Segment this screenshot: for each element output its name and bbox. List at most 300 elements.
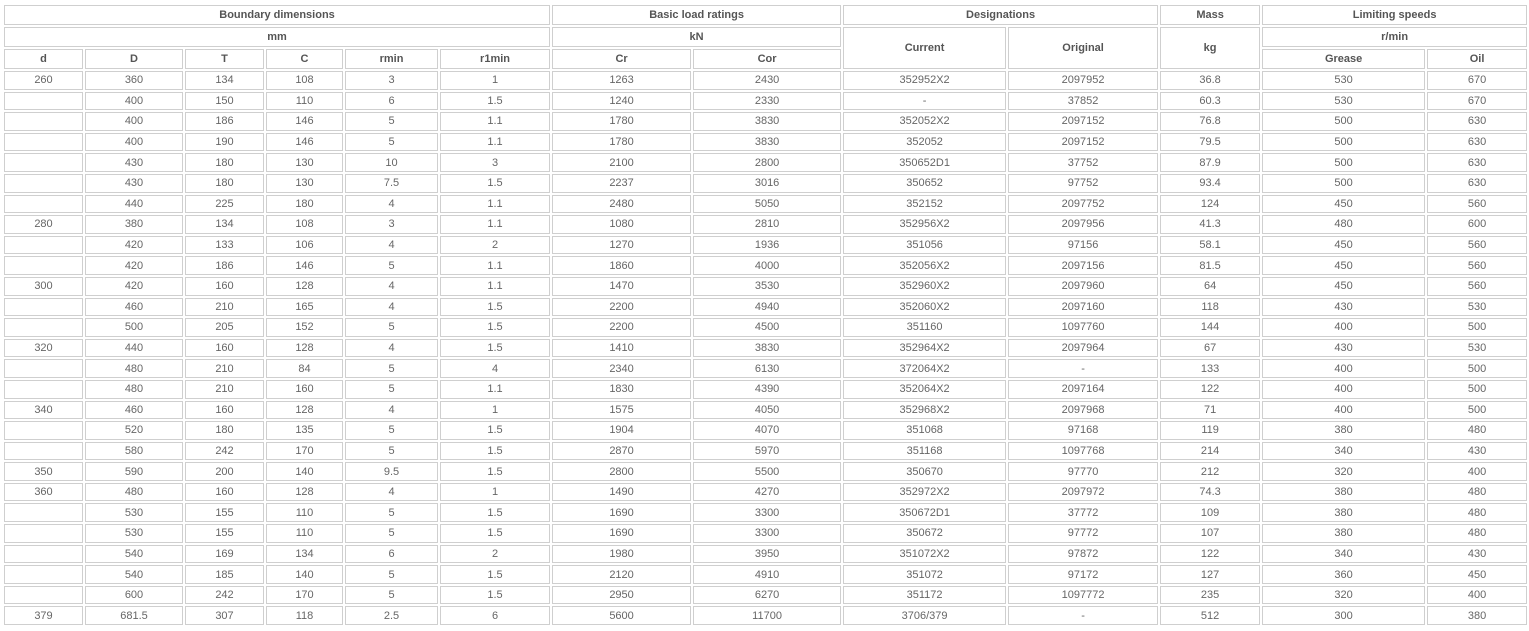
cell-rmin: 5 <box>345 586 438 605</box>
cell-original: 2097152 <box>1008 133 1158 152</box>
cell-original: 2097160 <box>1008 298 1158 317</box>
cell-mass: 107 <box>1160 524 1260 543</box>
cell-oil: 630 <box>1427 153 1527 172</box>
cell-mass: 87.9 <box>1160 153 1260 172</box>
cell-cor: 4000 <box>693 256 841 275</box>
cell-cor: 3530 <box>693 277 841 296</box>
group-header-row <box>4 5 1527 25</box>
cell-mass: 144 <box>1160 318 1260 337</box>
cell-current: 351168 <box>843 442 1006 461</box>
cell-C: 130 <box>266 153 343 172</box>
cell-cor: 4070 <box>693 421 841 440</box>
cell-oil: 380 <box>1427 606 1527 625</box>
cell-grease: 500 <box>1262 153 1425 172</box>
cell-r1min: 1.5 <box>440 92 550 111</box>
cell-mass: 81.5 <box>1160 256 1260 275</box>
cell-grease: 340 <box>1262 545 1425 564</box>
cell-mass: 127 <box>1160 565 1260 584</box>
cell-current: 351172 <box>843 586 1006 605</box>
cell-original: - <box>1008 359 1158 378</box>
cell-D: 400 <box>85 112 183 131</box>
cell-D: 460 <box>85 298 183 317</box>
cell-cr: 2100 <box>552 153 691 172</box>
cell-cor: 3300 <box>693 503 841 522</box>
cell-rmin: 6 <box>345 545 438 564</box>
cell-r1min: 1.5 <box>440 298 550 317</box>
cell-current: 351068 <box>843 421 1006 440</box>
cell-original: 2097968 <box>1008 401 1158 420</box>
cell-C: 165 <box>266 298 343 317</box>
cell-oil: 480 <box>1427 524 1527 543</box>
cell-rmin: 5 <box>345 112 438 131</box>
cell-D: 440 <box>85 339 183 358</box>
table-row <box>4 298 1527 317</box>
cell-oil: 560 <box>1427 277 1527 296</box>
cell-original: 1097760 <box>1008 318 1158 337</box>
cell-current: 352052 <box>843 133 1006 152</box>
cell-current: 351072 <box>843 565 1006 584</box>
cell-D: 590 <box>85 462 183 481</box>
cell-oil: 670 <box>1427 92 1527 111</box>
cell-cor: 4910 <box>693 565 841 584</box>
cell-mass: 119 <box>1160 421 1260 440</box>
cell-rmin: 4 <box>345 236 438 255</box>
cell-rmin: 4 <box>345 483 438 502</box>
cell-T: 190 <box>185 133 264 152</box>
cell-original: 37772 <box>1008 503 1158 522</box>
cell-C: 110 <box>266 503 343 522</box>
cell-d <box>4 442 83 461</box>
cell-cor: 6130 <box>693 359 841 378</box>
cell-T: 180 <box>185 174 264 193</box>
cell-rmin: 5 <box>345 380 438 399</box>
cell-T: 225 <box>185 195 264 214</box>
cell-current: 350672 <box>843 524 1006 543</box>
cell-grease: 400 <box>1262 359 1425 378</box>
cell-T: 200 <box>185 462 264 481</box>
cell-oil: 630 <box>1427 174 1527 193</box>
cell-original: 2097964 <box>1008 339 1158 358</box>
cell-grease: 450 <box>1262 256 1425 275</box>
limiting-speeds-header: Limiting speeds <box>1262 5 1527 25</box>
cell-mass: 122 <box>1160 380 1260 399</box>
cell-r1min: 1 <box>440 71 550 90</box>
cell-original: 2097956 <box>1008 215 1158 234</box>
cell-cr: 1690 <box>552 503 691 522</box>
cell-C: 170 <box>266 586 343 605</box>
cell-d <box>4 298 83 317</box>
cell-oil: 500 <box>1427 318 1527 337</box>
cell-r1min: 1.5 <box>440 503 550 522</box>
cell-cr: 1263 <box>552 71 691 90</box>
cell-C: 128 <box>266 483 343 502</box>
cell-T: 307 <box>185 606 264 625</box>
cell-r1min: 1.1 <box>440 195 550 214</box>
cell-d <box>4 133 83 152</box>
cell-rmin: 6 <box>345 92 438 111</box>
cell-grease: 340 <box>1262 442 1425 461</box>
units-header-row <box>4 27 1527 47</box>
cell-d: 350 <box>4 462 83 481</box>
cell-grease: 380 <box>1262 524 1425 543</box>
speed-unit-header: r/min <box>1262 27 1527 47</box>
cell-C: 140 <box>266 462 343 481</box>
table-row <box>4 606 1527 625</box>
cell-d <box>4 236 83 255</box>
cell-cr: 1410 <box>552 339 691 358</box>
cell-C: 130 <box>266 174 343 193</box>
cell-current: 352952X2 <box>843 71 1006 90</box>
cell-grease: 320 <box>1262 586 1425 605</box>
cell-cor: 2810 <box>693 215 841 234</box>
cell-cr: 1780 <box>552 133 691 152</box>
cell-grease: 380 <box>1262 503 1425 522</box>
cell-C: 134 <box>266 545 343 564</box>
cell-D: 500 <box>85 318 183 337</box>
table-body <box>4 71 1527 625</box>
cell-D: 480 <box>85 483 183 502</box>
current-designation-header: Current <box>843 27 1006 69</box>
cell-d <box>4 565 83 584</box>
cell-mass: 512 <box>1160 606 1260 625</box>
cell-cr: 2200 <box>552 318 691 337</box>
table-row <box>4 545 1527 564</box>
cell-grease: 450 <box>1262 277 1425 296</box>
cell-r1min: 2 <box>440 545 550 564</box>
cell-cr: 2480 <box>552 195 691 214</box>
cell-cr: 2340 <box>552 359 691 378</box>
cell-D: 420 <box>85 277 183 296</box>
cell-cr: 1860 <box>552 256 691 275</box>
cell-C: 118 <box>266 606 343 625</box>
cell-rmin: 5 <box>345 256 438 275</box>
cell-mass: 109 <box>1160 503 1260 522</box>
cell-cr: 1904 <box>552 421 691 440</box>
cell-C: 152 <box>266 318 343 337</box>
cell-C: 110 <box>266 92 343 111</box>
cell-cor: 5970 <box>693 442 841 461</box>
cell-rmin: 4 <box>345 298 438 317</box>
cell-current: 352968X2 <box>843 401 1006 420</box>
cell-oil: 400 <box>1427 462 1527 481</box>
cell-grease: 400 <box>1262 318 1425 337</box>
cell-C: 128 <box>266 401 343 420</box>
cell-D: 540 <box>85 545 183 564</box>
cell-original: 37852 <box>1008 92 1158 111</box>
cell-D: 530 <box>85 503 183 522</box>
cell-cor: 4270 <box>693 483 841 502</box>
cell-cr: 1490 <box>552 483 691 502</box>
cell-d <box>4 92 83 111</box>
cell-D: 580 <box>85 442 183 461</box>
cell-cor: 4390 <box>693 380 841 399</box>
cell-T: 160 <box>185 483 264 502</box>
cell-D: 420 <box>85 256 183 275</box>
cell-D: 480 <box>85 359 183 378</box>
cell-grease: 360 <box>1262 565 1425 584</box>
cell-T: 205 <box>185 318 264 337</box>
cell-cor: 1936 <box>693 236 841 255</box>
cell-grease: 500 <box>1262 112 1425 131</box>
cell-C: 108 <box>266 71 343 90</box>
cell-T: 134 <box>185 215 264 234</box>
table-row <box>4 92 1527 111</box>
cell-d <box>4 153 83 172</box>
cell-oil: 530 <box>1427 339 1527 358</box>
cell-C: 108 <box>266 215 343 234</box>
cell-mass: 60.3 <box>1160 92 1260 111</box>
cell-C: 84 <box>266 359 343 378</box>
cell-original: 97770 <box>1008 462 1158 481</box>
cell-T: 186 <box>185 256 264 275</box>
cell-oil: 500 <box>1427 359 1527 378</box>
cell-d <box>4 195 83 214</box>
cell-r1min: 1.5 <box>440 174 550 193</box>
cell-r1min: 1.5 <box>440 565 550 584</box>
cell-grease: 320 <box>1262 462 1425 481</box>
cell-grease: 430 <box>1262 339 1425 358</box>
cell-cor: 4050 <box>693 401 841 420</box>
table-row <box>4 503 1527 522</box>
cell-original: 2097152 <box>1008 112 1158 131</box>
cell-d: 379 <box>4 606 83 625</box>
table-row <box>4 401 1527 420</box>
cell-original: 2097960 <box>1008 277 1158 296</box>
table-row <box>4 380 1527 399</box>
boundary-dimensions-header: Boundary dimensions <box>4 5 550 25</box>
col-header-d: d <box>4 49 83 69</box>
cell-r1min: 1.1 <box>440 256 550 275</box>
cell-current: 352972X2 <box>843 483 1006 502</box>
cell-mass: 41.3 <box>1160 215 1260 234</box>
cell-T: 180 <box>185 153 264 172</box>
cell-oil: 480 <box>1427 421 1527 440</box>
cell-C: 170 <box>266 442 343 461</box>
cell-mass: 76.8 <box>1160 112 1260 131</box>
cell-oil: 560 <box>1427 236 1527 255</box>
bearing-spec-table <box>2 3 1529 627</box>
col-header-C: C <box>266 49 343 69</box>
cell-T: 155 <box>185 524 264 543</box>
cell-oil: 400 <box>1427 586 1527 605</box>
cell-mass: 67 <box>1160 339 1260 358</box>
cell-r1min: 1.1 <box>440 380 550 399</box>
cell-oil: 530 <box>1427 298 1527 317</box>
table-row <box>4 71 1527 90</box>
cell-D: 480 <box>85 380 183 399</box>
cell-T: 210 <box>185 298 264 317</box>
cell-mass: 74.3 <box>1160 483 1260 502</box>
cell-original: 2097156 <box>1008 256 1158 275</box>
basic-load-ratings-header: Basic load ratings <box>552 5 841 25</box>
cell-cor: 6270 <box>693 586 841 605</box>
cell-d <box>4 318 83 337</box>
cell-cor: 3950 <box>693 545 841 564</box>
cell-current: 3706/379 <box>843 606 1006 625</box>
cell-D: 380 <box>85 215 183 234</box>
cell-original: 97156 <box>1008 236 1158 255</box>
cell-d: 320 <box>4 339 83 358</box>
cell-cor: 3830 <box>693 339 841 358</box>
cell-cor: 5050 <box>693 195 841 214</box>
table-row <box>4 256 1527 275</box>
cell-mass: 214 <box>1160 442 1260 461</box>
cell-d <box>4 174 83 193</box>
cell-original: 97168 <box>1008 421 1158 440</box>
cell-cr: 2950 <box>552 586 691 605</box>
col-header-Cr: Cr <box>552 49 691 69</box>
cell-cor: 3830 <box>693 133 841 152</box>
cell-grease: 450 <box>1262 195 1425 214</box>
table-row <box>4 277 1527 296</box>
cell-rmin: 5 <box>345 359 438 378</box>
cell-r1min: 1.5 <box>440 524 550 543</box>
col-header-grease: Grease <box>1262 49 1425 69</box>
cell-rmin: 9.5 <box>345 462 438 481</box>
table-row <box>4 442 1527 461</box>
cell-d <box>4 256 83 275</box>
cell-T: 210 <box>185 380 264 399</box>
cell-C: 160 <box>266 380 343 399</box>
cell-D: 540 <box>85 565 183 584</box>
table-row <box>4 236 1527 255</box>
cell-oil: 670 <box>1427 71 1527 90</box>
cell-r1min: 1.5 <box>440 586 550 605</box>
mass-unit-header: kg <box>1160 27 1260 69</box>
cell-current: 350672D1 <box>843 503 1006 522</box>
col-header-D: D <box>85 49 183 69</box>
cell-original: 97772 <box>1008 524 1158 543</box>
cell-D: 430 <box>85 153 183 172</box>
cell-original: 2097752 <box>1008 195 1158 214</box>
cell-cor: 4940 <box>693 298 841 317</box>
cell-C: 146 <box>266 112 343 131</box>
cell-rmin: 3 <box>345 215 438 234</box>
table-row <box>4 215 1527 234</box>
cell-T: 185 <box>185 565 264 584</box>
table-row <box>4 586 1527 605</box>
cell-current: 352060X2 <box>843 298 1006 317</box>
cell-cor: 3016 <box>693 174 841 193</box>
cell-oil: 600 <box>1427 215 1527 234</box>
cell-current: 352960X2 <box>843 277 1006 296</box>
cell-current: 352056X2 <box>843 256 1006 275</box>
cell-T: 180 <box>185 421 264 440</box>
cell-grease: 500 <box>1262 133 1425 152</box>
cell-grease: 530 <box>1262 71 1425 90</box>
table-row <box>4 565 1527 584</box>
table-row <box>4 359 1527 378</box>
cell-oil: 430 <box>1427 442 1527 461</box>
col-header-Cor: Cor <box>693 49 841 69</box>
col-header-T: T <box>185 49 264 69</box>
table-row <box>4 112 1527 131</box>
cell-cr: 2120 <box>552 565 691 584</box>
cell-mass: 124 <box>1160 195 1260 214</box>
original-designation-header: Original <box>1008 27 1158 69</box>
cell-original: 97872 <box>1008 545 1158 564</box>
table-row <box>4 339 1527 358</box>
cell-rmin: 3 <box>345 71 438 90</box>
cell-mass: 118 <box>1160 298 1260 317</box>
cell-rmin: 4 <box>345 339 438 358</box>
cell-D: 460 <box>85 401 183 420</box>
table-row <box>4 153 1527 172</box>
table-row <box>4 524 1527 543</box>
cell-D: 400 <box>85 92 183 111</box>
cell-mass: 71 <box>1160 401 1260 420</box>
load-unit-header: kN <box>552 27 841 47</box>
cell-T: 242 <box>185 586 264 605</box>
cell-current: 351160 <box>843 318 1006 337</box>
cell-cr: 1240 <box>552 92 691 111</box>
cell-rmin: 5 <box>345 442 438 461</box>
cell-oil: 500 <box>1427 380 1527 399</box>
cell-r1min: 1.5 <box>440 462 550 481</box>
cell-r1min: 1.5 <box>440 318 550 337</box>
cell-T: 160 <box>185 277 264 296</box>
cell-oil: 560 <box>1427 256 1527 275</box>
cell-current: 351072X2 <box>843 545 1006 564</box>
cell-cor: 11700 <box>693 606 841 625</box>
cell-cr: 2237 <box>552 174 691 193</box>
cell-r1min: 1.5 <box>440 421 550 440</box>
cell-rmin: 5 <box>345 133 438 152</box>
cell-r1min: 6 <box>440 606 550 625</box>
cell-rmin: 2.5 <box>345 606 438 625</box>
cell-d <box>4 380 83 399</box>
table-row <box>4 318 1527 337</box>
cell-T: 210 <box>185 359 264 378</box>
cell-T: 155 <box>185 503 264 522</box>
cell-rmin: 5 <box>345 421 438 440</box>
cell-C: 128 <box>266 339 343 358</box>
cell-C: 180 <box>266 195 343 214</box>
cell-original: 2097952 <box>1008 71 1158 90</box>
cell-C: 146 <box>266 133 343 152</box>
cell-r1min: 1 <box>440 401 550 420</box>
cell-rmin: 4 <box>345 195 438 214</box>
cell-original: 37752 <box>1008 153 1158 172</box>
cell-T: 169 <box>185 545 264 564</box>
cell-d <box>4 524 83 543</box>
cell-original: 2097972 <box>1008 483 1158 502</box>
cell-d <box>4 545 83 564</box>
cell-C: 110 <box>266 524 343 543</box>
cell-cr: 1830 <box>552 380 691 399</box>
cell-current: 350652 <box>843 174 1006 193</box>
cell-T: 150 <box>185 92 264 111</box>
cell-current: 352152 <box>843 195 1006 214</box>
cell-cr: 2870 <box>552 442 691 461</box>
cell-original: - <box>1008 606 1158 625</box>
cell-cor: 5500 <box>693 462 841 481</box>
cell-cr: 2800 <box>552 462 691 481</box>
cell-d: 260 <box>4 71 83 90</box>
cell-current: 350652D1 <box>843 153 1006 172</box>
cell-T: 133 <box>185 236 264 255</box>
cell-oil: 450 <box>1427 565 1527 584</box>
cell-D: 360 <box>85 71 183 90</box>
cell-T: 186 <box>185 112 264 131</box>
cell-cr: 1470 <box>552 277 691 296</box>
col-header-r1min: r1min <box>440 49 550 69</box>
cell-D: 400 <box>85 133 183 152</box>
cell-cr: 1780 <box>552 112 691 131</box>
cell-C: 128 <box>266 277 343 296</box>
cell-C: 135 <box>266 421 343 440</box>
cell-rmin: 4 <box>345 277 438 296</box>
